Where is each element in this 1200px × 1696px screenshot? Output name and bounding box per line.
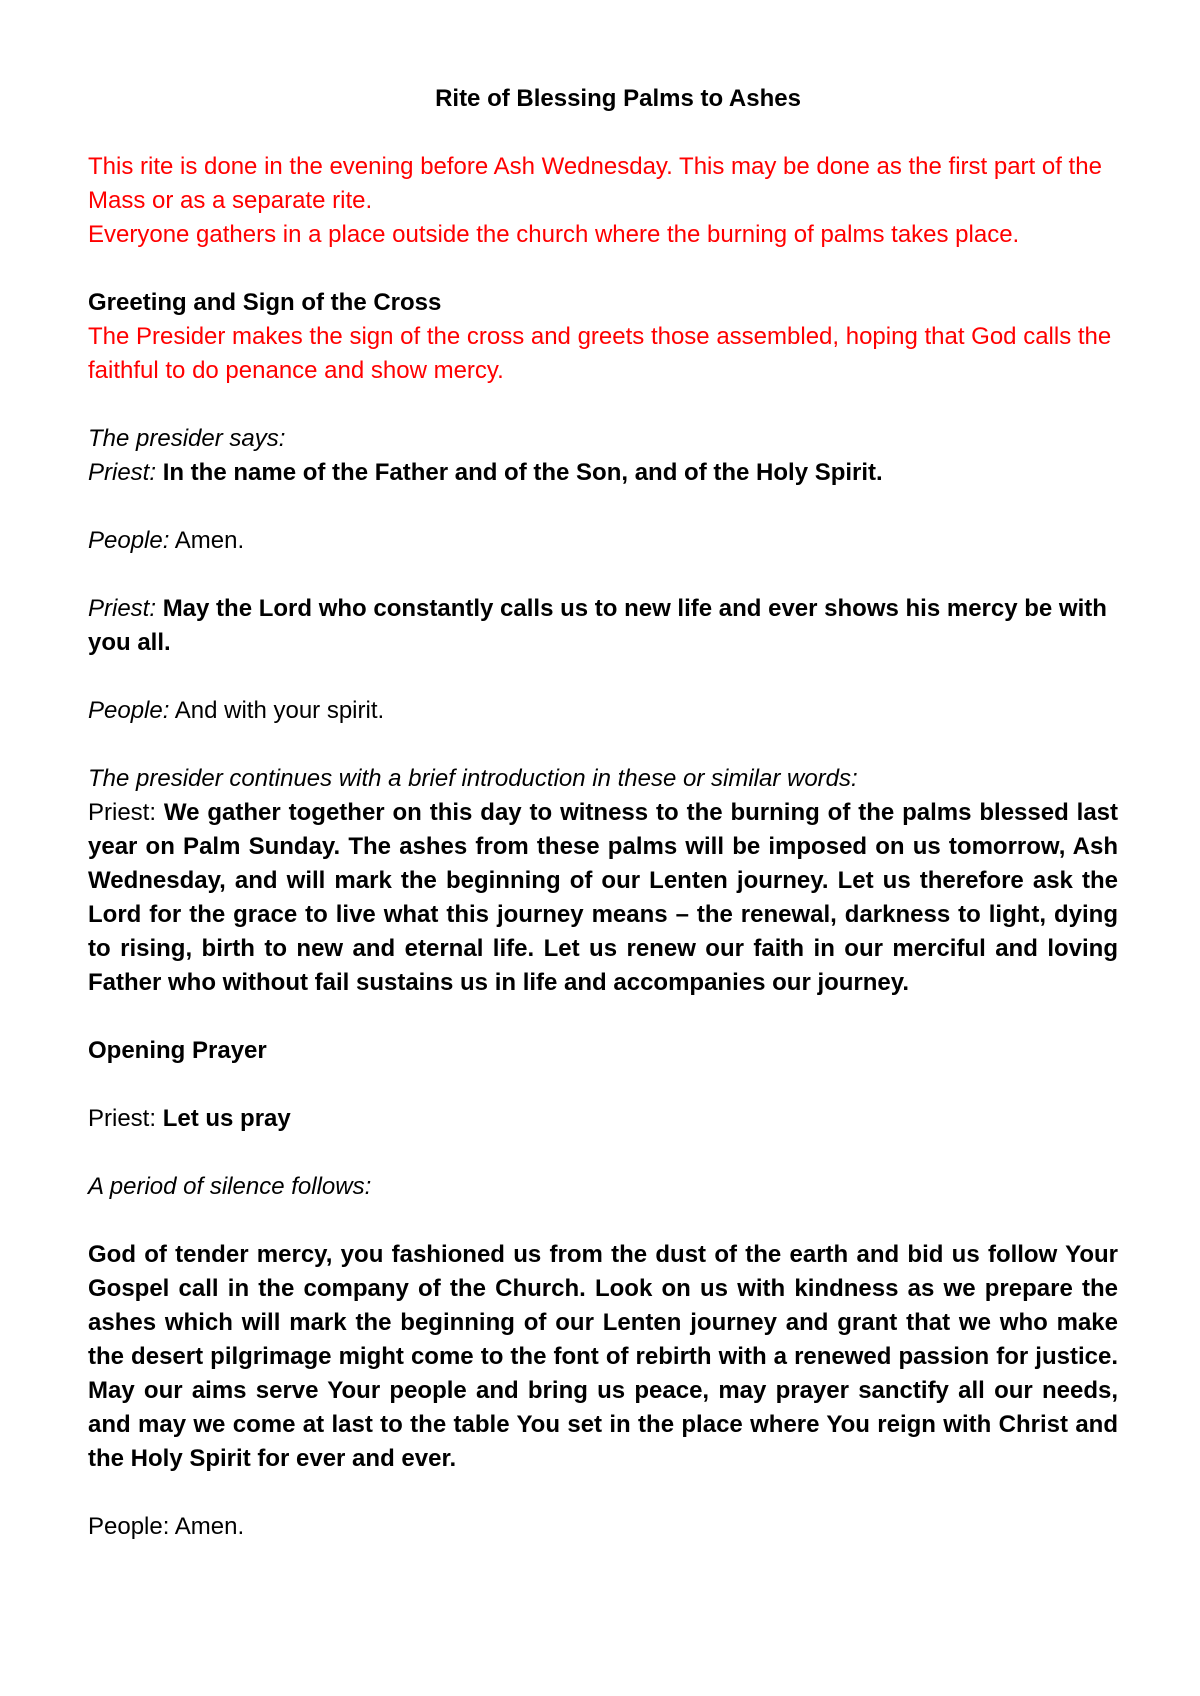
priest-greeting	[88, 592, 1118, 660]
presider-says-rubric: The presider says:	[88, 425, 286, 452]
introduction-rubric: The presider continues with a brief introduction in these or similar words:	[88, 765, 858, 792]
opening-prayer-heading: Opening Prayer	[88, 1037, 267, 1064]
silence-rubric: A period of silence follows:	[88, 1173, 372, 1200]
speaker-label: People:	[88, 527, 170, 554]
greeting-heading: Greeting and Sign of the Cross	[88, 289, 442, 316]
priest-line: May the Lord who constantly calls us to new life and ever shows his mercy be with you all.	[88, 595, 1107, 656]
priest-sign-of-cross	[88, 456, 1118, 490]
priest-line: We gather together on this day to witness to the burning of the palms blessed last year on Palm Sunday. The ashes from these palms will be imposed on us tomorrow, Ash Wednesday, and will mark the beginning of our Lenten journey. Let us therefore ask the Lord for the grace to live what this journey means – the renewal, darkness to light, dying to rising, birth to new and eternal life. Let us renew our faith in our merciful and loving Father who without fail sustains us in life and accompanies our journey.	[88, 799, 1119, 996]
speaker-label: People:	[88, 697, 170, 724]
people-final-amen: People: Amen.	[88, 1513, 245, 1540]
speaker-label: Priest:	[88, 595, 157, 622]
people-response-amen	[88, 524, 1118, 558]
priest-line: Let us pray	[162, 1105, 291, 1132]
intro-rubric: This rite is done in the evening before Ash Wednesday. This may be done as the first part of the Mass or as a separate rite.	[88, 153, 1102, 214]
speaker-label: Priest:	[88, 1105, 157, 1132]
priest-introduction	[88, 796, 1118, 1000]
people-line: And with your spirit.	[174, 697, 385, 724]
document-title: Rite of Blessing Palms to Ashes	[435, 85, 801, 112]
speaker-label: Priest:	[88, 459, 157, 486]
opening-prayer-text: God of tender mercy, you fashioned us from the dust of the earth and bid us follow Your Gospel call in the company of the Church. Look on us with kindness as we prepare the ashes which will mark the beginning of our Lenten journey and grant that we who make the desert pilgrimage might come to the font of rebirth with a renewed passion for justice. May our aims serve Your people and bring us peace, may prayer sanctify all our needs, and may we come at last to the table You set in the place where You reign with Christ and the Holy Spirit for ever and ever.	[88, 1241, 1118, 1472]
priest-line: In the name of the Father and of the Son, and of the Holy Spirit.	[162, 459, 883, 486]
people-line: Amen.	[174, 527, 245, 554]
people-response-spirit	[88, 694, 1118, 728]
greeting-rubric: The Presider makes the sign of the cross and greets those assembled, hoping that God calls the faithful to do penance and show mercy.	[88, 323, 1112, 384]
speaker-label: Priest:	[88, 799, 157, 826]
intro-rubric-gathering: Everyone gathers in a place outside the church where the burning of palms takes place.	[88, 221, 1020, 248]
document-page	[88, 82, 1118, 1544]
priest-let-us-pray	[88, 1102, 1118, 1136]
